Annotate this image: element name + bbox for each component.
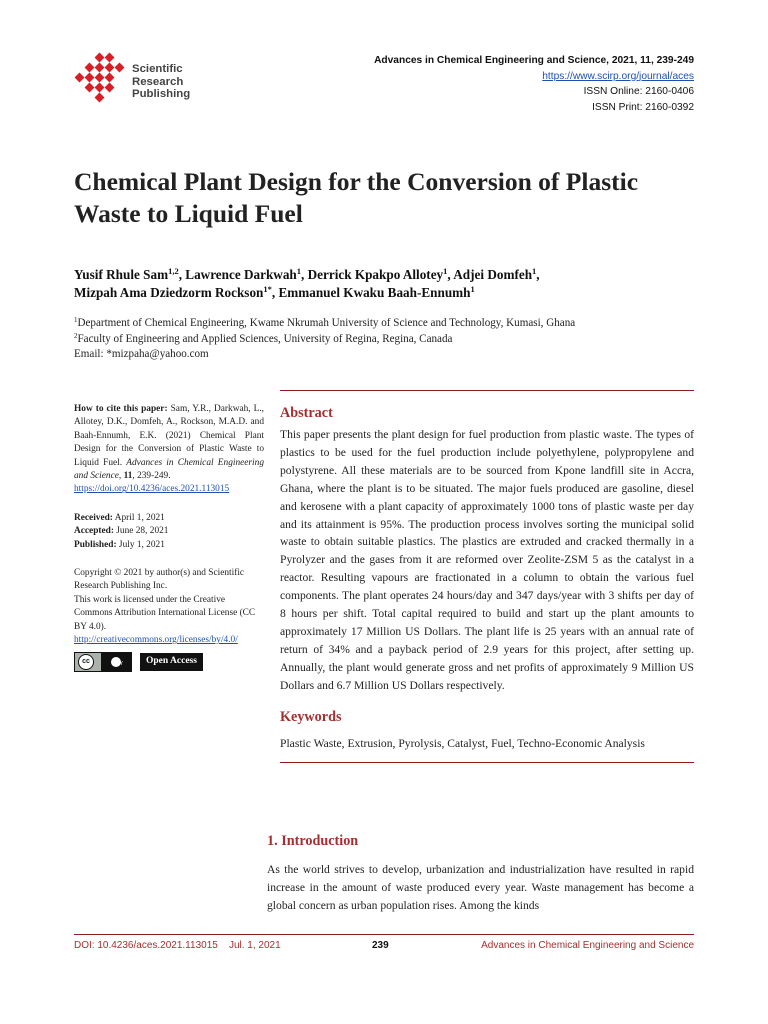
received-value: April 1, 2021 xyxy=(112,512,165,523)
author-name: Yusif Rhule Sam xyxy=(74,267,169,282)
author-name: Emmanuel Kwaku Baah-Ennumh xyxy=(278,285,471,300)
footer-doi-date xyxy=(74,940,281,951)
affiliation-text: Faculty of Engineering and Applied Sciences, University of Regina, Regina, Canada xyxy=(77,332,453,345)
page-number: 239 xyxy=(372,940,389,951)
cite-journal: Advances in Chemical Engineering and Science xyxy=(74,457,264,482)
copyright-notice: Copyright © 2021 by author(s) and Scientific Research Publishing Inc. xyxy=(74,568,245,592)
footer-date: Jul. 1, 2021 xyxy=(228,940,281,951)
section-divider xyxy=(280,762,694,763)
license-link[interactable]: http://creativecommons.org/licenses/by/4.0/ xyxy=(74,635,238,646)
footer-divider xyxy=(74,934,694,935)
author-list xyxy=(74,266,694,302)
abstract-heading: Abstract xyxy=(280,405,333,421)
cite-separator: , xyxy=(118,471,124,482)
article-dates xyxy=(74,512,264,552)
footer-doi: DOI: 10.4236/aces.2021.113015 xyxy=(74,940,218,951)
publisher-name-line: Research xyxy=(132,75,184,88)
abstract-section xyxy=(280,390,694,763)
issn-online: ISSN Online: 2160-0406 xyxy=(583,86,694,98)
journal-citation-line: Advances in Chemical Engineering and Science, 2021, 11, 239-249 xyxy=(374,55,694,66)
cc-by-label: BY xyxy=(116,661,123,668)
corresponding-email[interactable]: Email: *mizpaha@yahoo.com xyxy=(74,348,209,361)
accepted-label: Accepted: xyxy=(74,526,114,537)
doi-link[interactable]: https://doi.org/10.4236/aces.2021.113015 xyxy=(74,484,230,495)
publisher-logo xyxy=(74,52,202,110)
cite-label: How to cite this paper: xyxy=(74,404,168,414)
cite-volume: 11 xyxy=(123,471,133,482)
published-value: July 1, 2021 xyxy=(116,539,165,550)
issn-print: ISSN Print: 2160-0392 xyxy=(592,101,694,113)
publisher-name-line: Scientific xyxy=(132,63,183,75)
author-name: Lawrence Darkwah xyxy=(185,267,297,282)
author-name: Adjei Domfeh xyxy=(453,267,533,282)
keywords-heading: Keywords xyxy=(280,708,342,725)
journal-url-link[interactable]: https://www.scirp.org/journal/aces xyxy=(542,70,694,82)
paper-title: Chemical Plant Design for the Conversion of Plastic Waste to Liquid Fuel xyxy=(74,167,639,228)
affiliation-text: Department of Chemical Engineering, Kwame Nkrumah University of Science and Technology, Kumasi, Ghana xyxy=(77,317,576,329)
received-label: Received: xyxy=(74,512,113,523)
author-affiliation-mark: 1 xyxy=(532,266,537,276)
publisher-name-line: Publishing xyxy=(132,88,191,100)
published-label: Published: xyxy=(74,539,117,550)
license-notice: This work is licensed under the Creative Commons Attribution International License (CC BY 4.0). xyxy=(74,594,256,632)
author-affiliation-mark: 1 xyxy=(470,284,475,294)
how-to-cite xyxy=(74,403,264,483)
sidebar xyxy=(74,403,264,672)
license-badges xyxy=(74,652,264,672)
cite-pages: , 239-249. xyxy=(132,471,171,482)
author-name: Mizpah Ama Dziedzorm Rockson xyxy=(74,285,264,300)
author-separator: , xyxy=(301,267,308,282)
received-date xyxy=(74,512,264,525)
publisher-name xyxy=(132,63,190,101)
author-name: Derrick Kpakpo Allotey xyxy=(307,267,444,282)
author-affiliation-mark: 1 xyxy=(443,266,448,276)
cc-badge-label: cc xyxy=(78,654,94,670)
introduction-heading: 1. Introduction xyxy=(267,833,359,849)
affiliation-item xyxy=(74,316,694,332)
author-affiliation-mark: 1 xyxy=(296,266,302,276)
author-separator: , xyxy=(447,267,454,282)
footer-journal: Advances in Chemical Engineering and Science xyxy=(481,940,694,951)
author-separator: , xyxy=(178,267,186,282)
introduction-text: As the world strives to develop, urbanization and industrialization have resulted in rapid increase in the amount of waste produced every year. Waste management has become a global concern as urban population rises. Among the kinds xyxy=(267,863,694,912)
keywords-text: Plastic Waste, Extrusion, Pyrolysis, Catalyst, Fuel, Techno-Economic Analysis xyxy=(280,736,645,750)
accepted-date xyxy=(74,525,264,538)
published-date xyxy=(74,539,264,552)
accepted-value: June 28, 2021 xyxy=(113,526,169,537)
abstract-text: This paper presents the plant design for fuel production from plastic waste. The types of plastics to be used for the fuel production include polyethylene, polypropylene and polystyrene. All these materials are to be sourced from Kpone landfill site in Accra, Ghana, where the plant is to be situated. The major fuels produced are gasoline, diesel and kerosene with a plant capacity of approximately 1000 tons of plastic waste per day and its attainment is 95%. The production process involves sorting the municipal solid waste to obtain suitable plastics. The plastics are extruded and cracked thermally in a Pyrolyzer and the gases from it are reformed over Zeolite-ZSM 5 as the catalyst in a reactor. Resulting vapours are fractionated in a column to obtain the various fuel components. The plant operates 24 hours/day and 347 days/year with 3 shifts per day of 8 hours per shift. Total capital required to build and start up the plant amounts to approximately 17 Million US Dollars. The plant life is 25 years with an annual rate of return of 34% and a payback period of 2.9 years for this project, after setting up. Annually, the plant would generate gross and net profits of approximately 9 Million US Dollars and 6.7 Million US Dollars respectively. xyxy=(280,428,694,692)
introduction-section xyxy=(267,833,694,915)
affiliations xyxy=(74,316,694,363)
scirp-diamond-logo-icon xyxy=(74,52,132,110)
journal-info xyxy=(374,53,694,115)
affiliation-mark: 2 xyxy=(74,331,78,340)
license-block xyxy=(74,567,264,671)
affiliation-item xyxy=(74,332,694,348)
open-access-badge: Open Access xyxy=(140,653,203,671)
author-affiliation-mark: 1,2 xyxy=(168,266,179,276)
author-affiliation-mark: 1* xyxy=(263,284,272,294)
cite-text: Sam, Y.R., Darkwah, L., Allotey, D.K., Domfeh, A., Rockson, M.A.D. and Baah-Ennumh, E.K. (2021) Chemical Plant Design for the Conversion of Plastic Waste to Liquid Fuel. xyxy=(74,404,265,468)
affiliation-mark: 1 xyxy=(74,316,78,324)
author-separator: , xyxy=(536,267,540,282)
page-footer xyxy=(74,940,694,956)
cc-by-badge-icon[interactable] xyxy=(74,652,132,672)
section-divider xyxy=(280,390,694,391)
author-separator: , xyxy=(271,285,279,300)
